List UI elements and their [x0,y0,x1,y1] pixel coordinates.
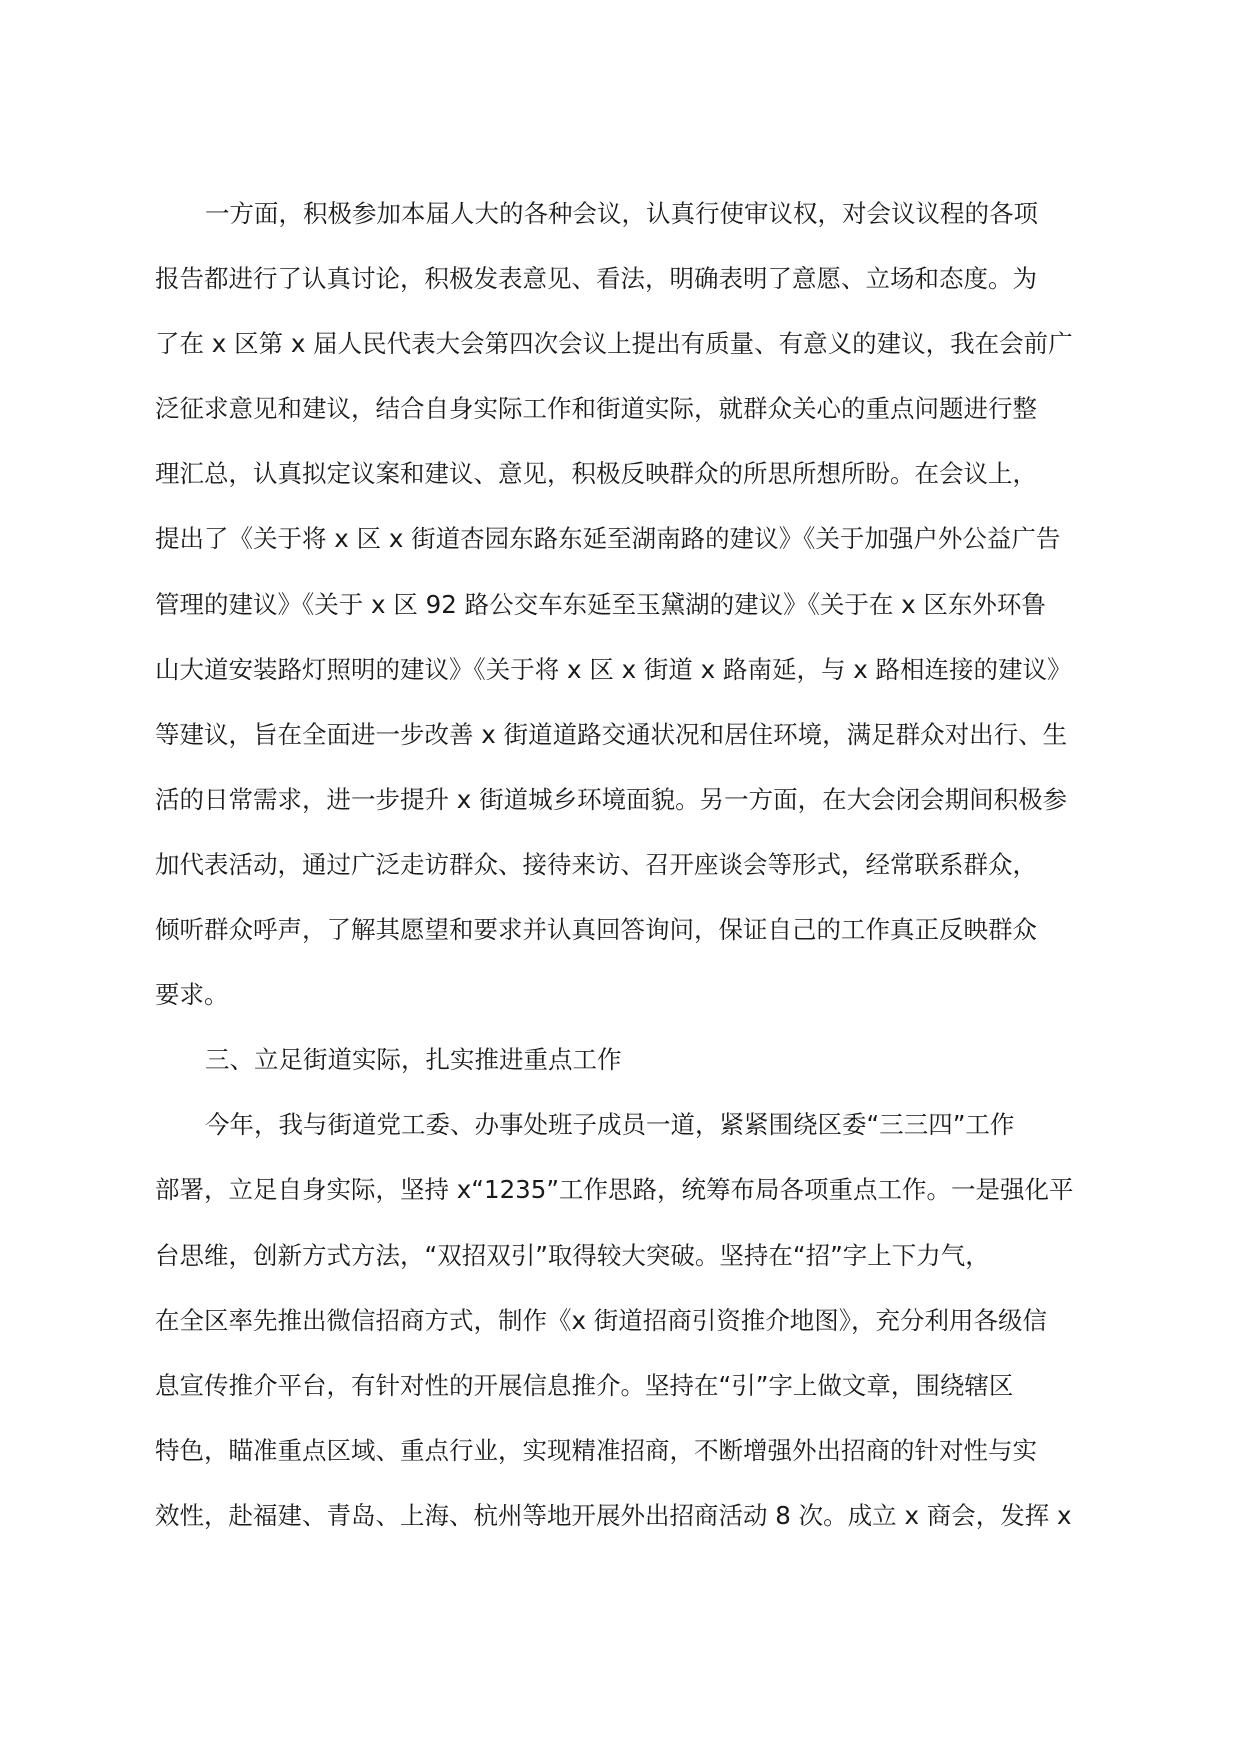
text-line: 等建议，旨在全面进一步改善 x 街道道路交通状况和居住环境，满足群众对出行、生 [155,719,1068,749]
text-line: 提出了《关于将 x 区 x 街道杏园东路东延至湖南路的建议》《关于加强户外公益广告 [155,524,1061,554]
text-line: 在全区率先推出微信招商方式，制作《x 街道招商引资推介地图》，充分利用各级信 [155,1305,1048,1335]
text-line: 部署，立足自身实际，坚持 x“1235”工作思路，统筹布局各项重点工作。一是强化平 [155,1175,1074,1205]
text-line: 倾听群众呼声，了解其愿望和要求并认真回答询问，保证自己的工作真正反映群众 [155,915,1037,945]
text-line: 台思维，创新方式方法，“双招双引”取得较大突破。坚持在“招”字上下力气， [155,1240,990,1270]
paragraph-representative-duties [155,181,1085,1027]
text-line: 报告都进行了认真讨论，积极发表意见、看法，明确表明了意愿、立场和态度。为 [155,264,1037,294]
text-line: 泛征求意见和建议，结合自身实际工作和街道实际，就群众关心的重点问题进行整 [155,394,1037,424]
text-line: 活的日常需求，进一步提升 x 街道城乡环境面貌。另一方面，在大会闭会期间积极参 [155,784,1068,814]
text-line: 要求。 [155,980,229,1010]
text-line: 管理的建议》《关于 x 区 92 路公交车东延至玉黛湖的建议》《关于在 x 区东外环鲁 [155,589,1046,619]
text-line: 理汇总，认真拟定议案和建议、意见，积极反映群众的所思所想所盼。在会议上， [155,459,1037,489]
text-line: 山大道安装路灯照明的建议》《关于将 x 区 x 街道 x 路南延，与 x 路相连接的建议》 [155,654,1072,684]
paragraph-key-work [155,1092,1085,1548]
text-line: 特色，瞄准重点区域、重点行业，实现精准招商，不断增强外出招商的针对性与实 [155,1435,1037,1465]
text-line: 今年，我与街道党工委、办事处班子成员一道，紧紧围绕区委“三三四”工作 [205,1110,1015,1140]
section-heading [155,1027,1085,1092]
text-line: 一方面，积极参加本届人大的各种会议，认真行使审议权，对会议议程的各项 [205,199,1038,228]
text-line: 了在 x 区第 x 届人民代表大会第四次会议上提出有质量、有意义的建议，我在会前广 [155,329,1073,359]
document-body [155,181,1085,1548]
section-heading-text: 三、立足街道实际，扎实推进重点工作 [205,1045,622,1075]
text-line: 加代表活动，通过广泛走访群众、接待来访、召开座谈会等形式，经常联系群众， [155,849,1037,879]
text-line: 息宣传推介平台，有针对性的开展信息推介。坚持在“引”字上做文章，围绕辖区 [155,1370,1014,1400]
text-line: 效性，赴福建、青岛、上海、杭州等地开展外出招商活动 8 次。成立 x 商会，发挥 x [155,1500,1072,1530]
